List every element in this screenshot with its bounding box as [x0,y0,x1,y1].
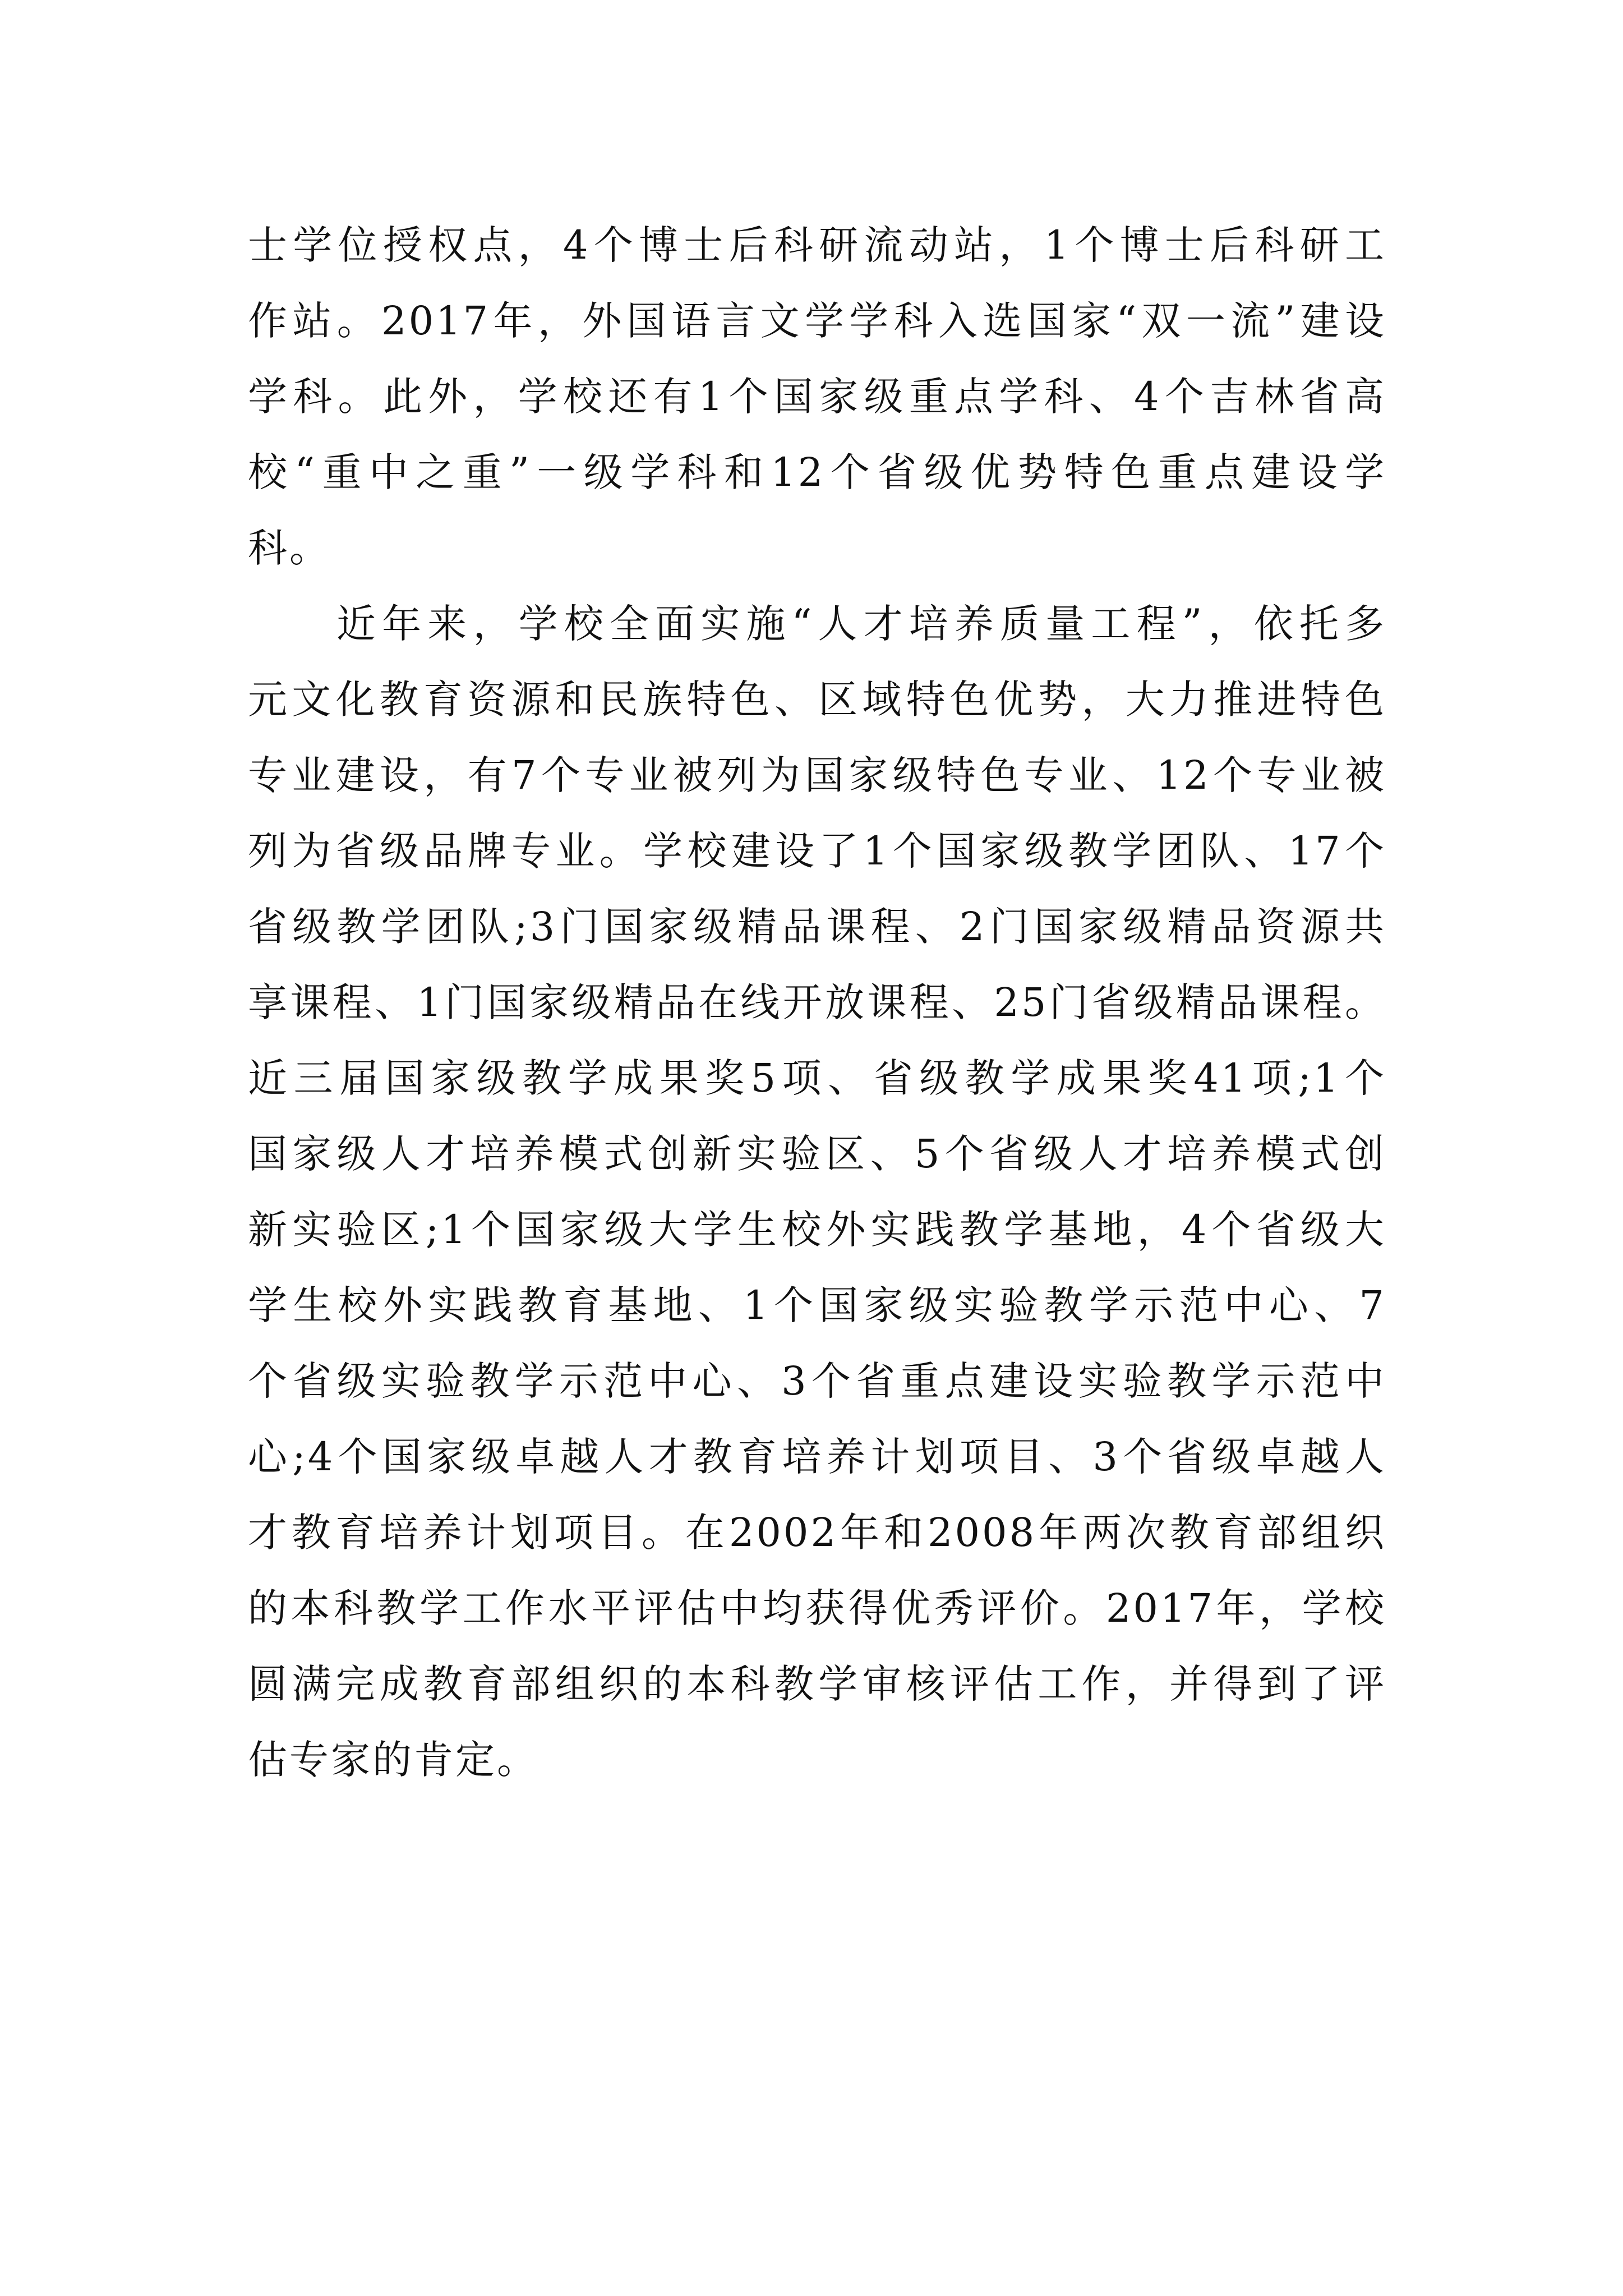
text-line: 近三届国家级教学成果奖5项、省级教学成果奖41项;1个 [248,1055,1386,1101]
text-line: 近年来，学校全面实施“人才培养质量工程”，依托多 [336,601,1386,647]
text-line: 圆满完成教育部组织的本科教学审核评估工作，并得到了评 [248,1661,1386,1707]
text-line: 国家级人才培养模式创新实验区、5个省级人才培养模式创 [248,1131,1386,1177]
text-line: 校“重中之重”一级学科和12个省级优势特色重点建设学 [248,449,1386,495]
text-line: 个省级实验教学示范中心、3个省重点建设实验教学示范中 [248,1358,1386,1404]
text-line: 科。 [248,525,331,571]
text-line: 估专家的肯定。 [248,1737,538,1783]
text-line: 列为省级品牌专业。学校建设了1个国家级教学团队、17个 [248,828,1386,874]
text-line: 元文化教育资源和民族特色、区域特色优势，大力推进特色 [248,677,1386,723]
text-line: 士学位授权点，4个博士后科研流动站，1个博士后科研工 [248,222,1386,268]
body-text [248,208,1386,1798]
paragraph-1 [248,208,1386,586]
text-line: 专业建设，有7个专业被列为国家级特色专业、12个专业被 [248,752,1386,798]
text-line: 才教育培养计划项目。在2002年和2008年两次教育部组织 [248,1510,1386,1556]
text-line: 新实验区;1个国家级大学生校外实践教学基地，4个省级大 [248,1207,1386,1253]
text-line: 省级教学团队;3门国家级精品课程、2门国家级精品资源共 [248,904,1386,950]
text-line: 学生校外实践教育基地、1个国家级实验教学示范中心、7 [248,1282,1386,1328]
text-line: 心;4个国家级卓越人才教育培养计划项目、3个省级卓越人 [248,1434,1386,1480]
text-line: 作站。2017年，外国语言文学学科入选国家“双一流”建设 [248,298,1386,344]
text-line: 享课程、1门国家级精品在线开放课程、25门省级精品课程。 [248,979,1386,1025]
paragraph-2 [248,586,1386,1798]
text-line: 学科。此外，学校还有1个国家级重点学科、4个吉林省高 [248,374,1386,420]
text-line: 的本科教学工作水平评估中均获得优秀评价。2017年，学校 [248,1585,1386,1631]
